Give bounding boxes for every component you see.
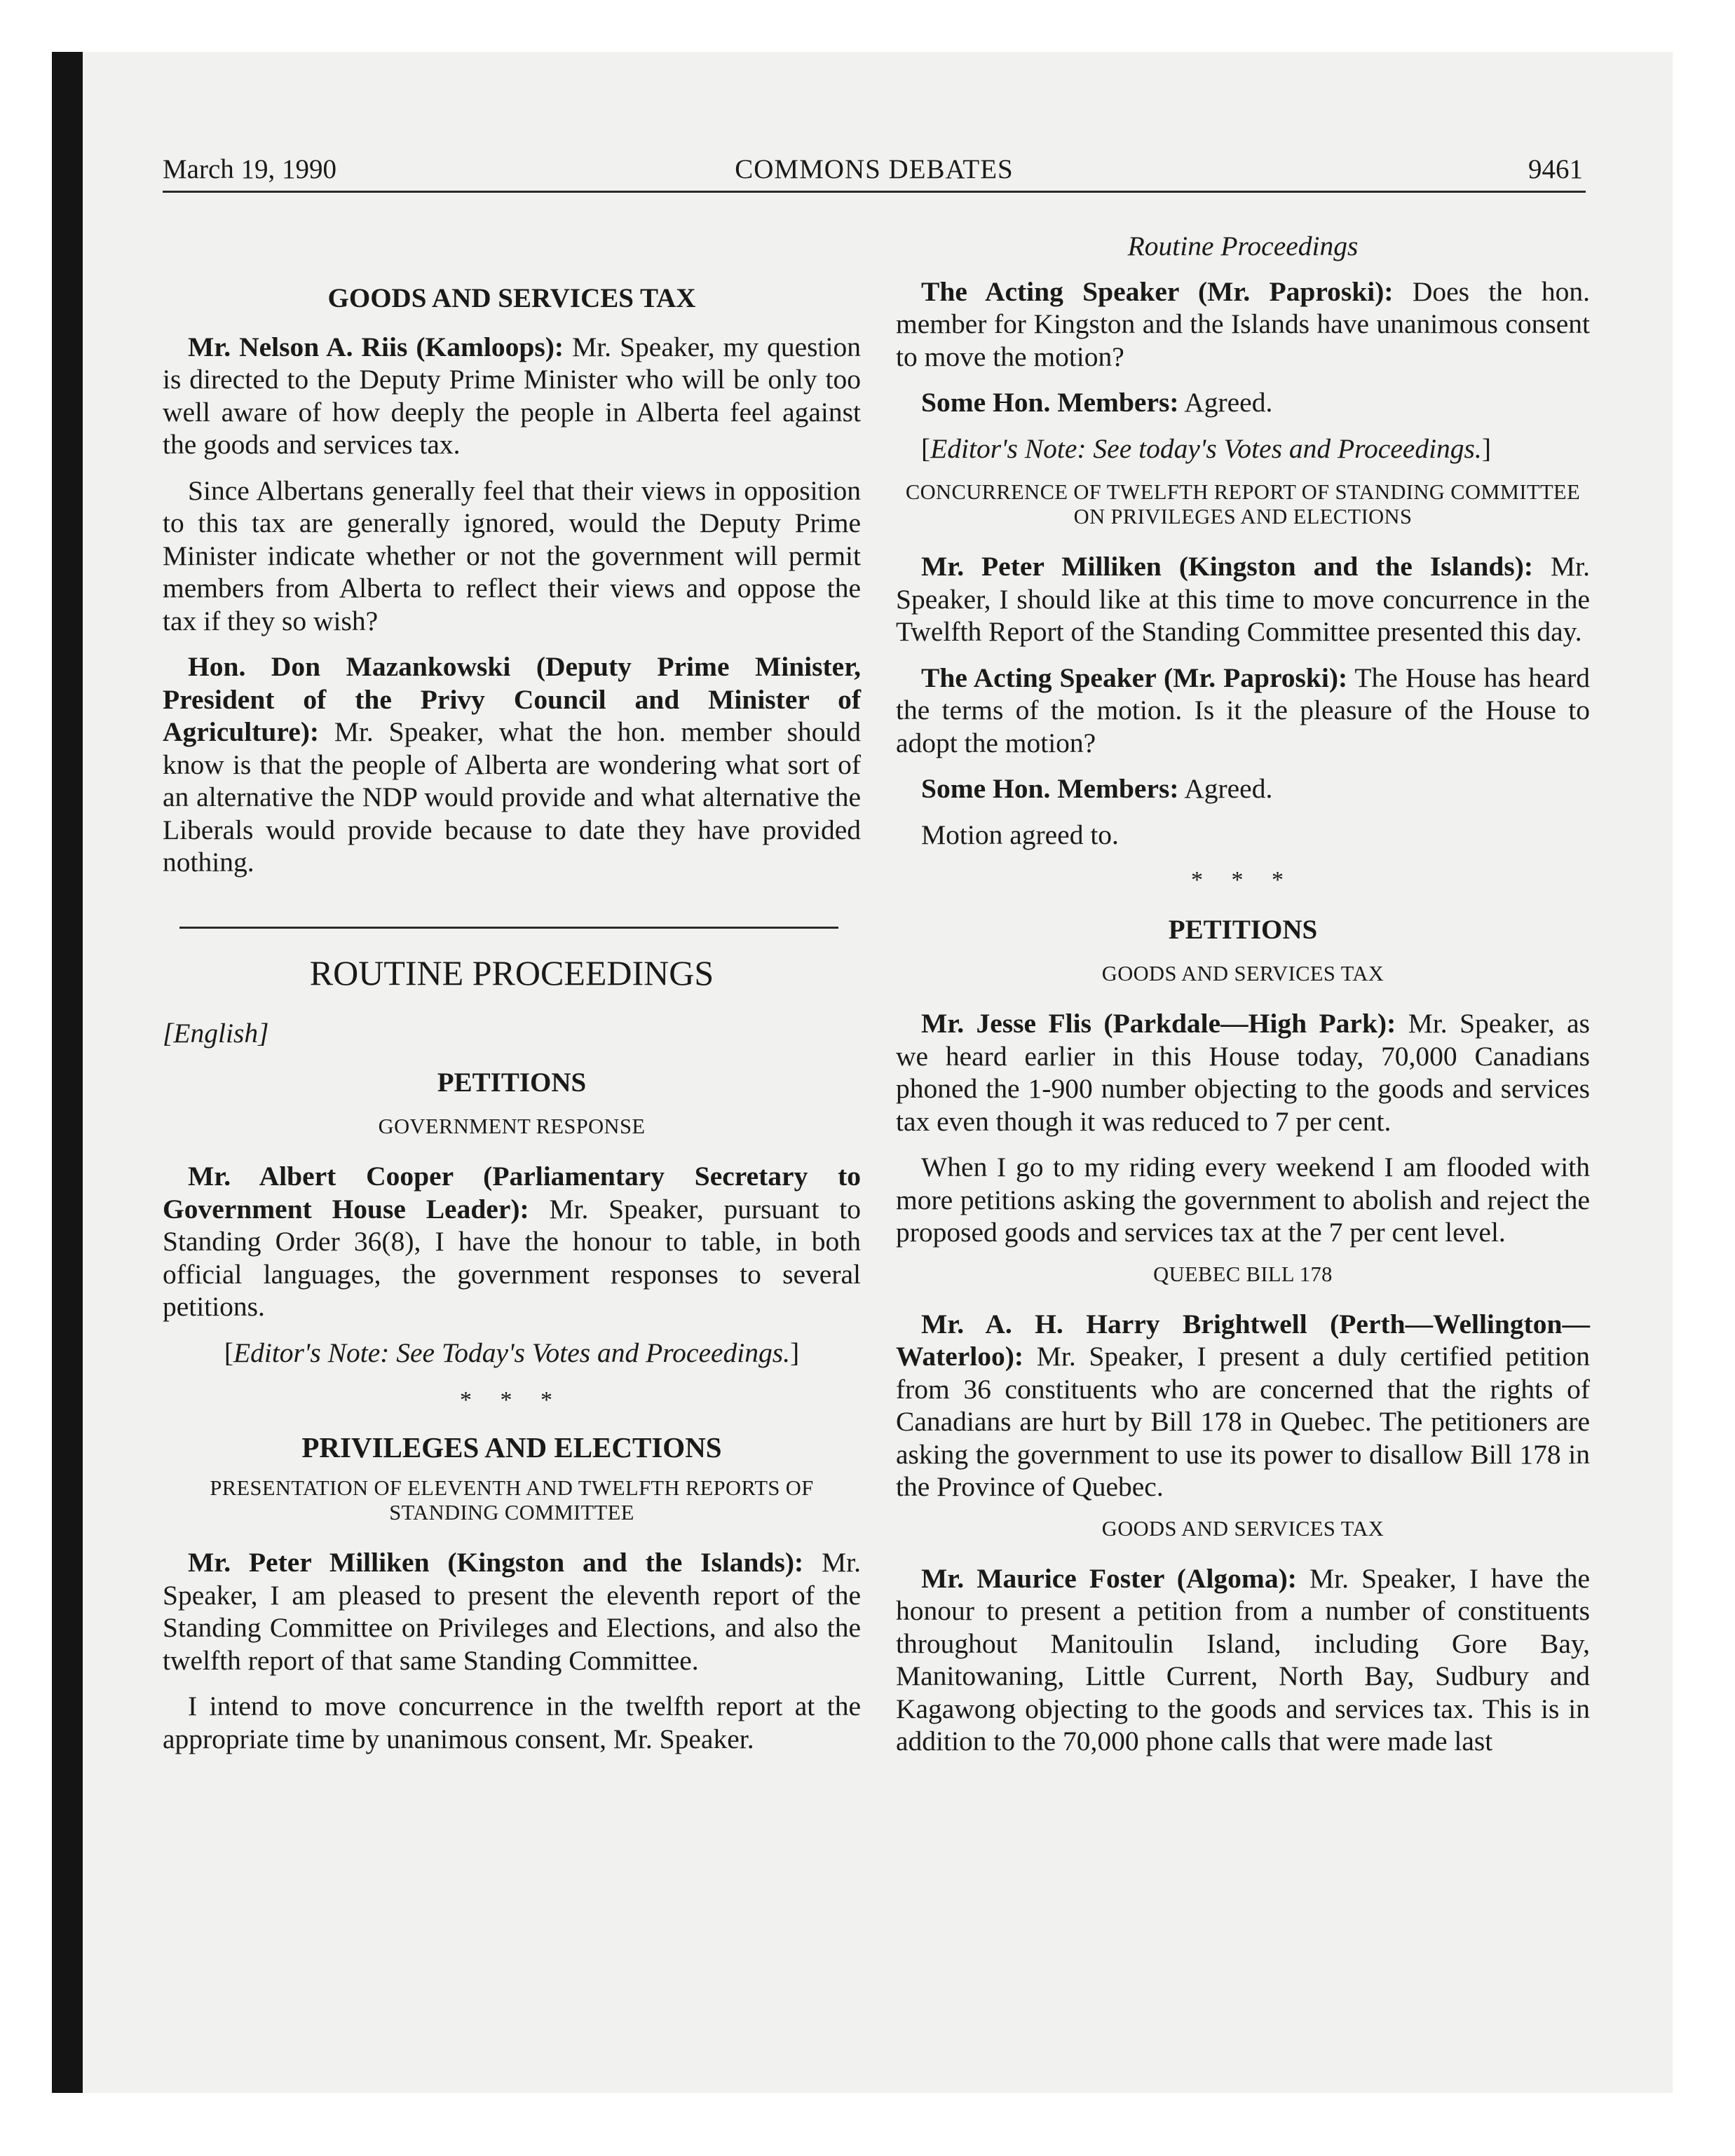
language-marker: [English] xyxy=(163,1018,269,1049)
paragraph-members-agreed-2 xyxy=(896,772,1590,805)
speaker-name: Mr. Albert Cooper (Parliamentary Secretary to Government House Leader): xyxy=(163,1161,861,1224)
paragraph-acting-speaker-2 xyxy=(896,662,1590,760)
speaker-name: The Acting Speaker (Mr. Paproski): xyxy=(921,275,1394,307)
heading-goods-services-tax: GOODS AND SERVICES TAX xyxy=(327,283,696,313)
speaker-name: Mr. Jesse Flis (Parkdale—High Park): xyxy=(921,1008,1396,1039)
speaker-name: Hon. Don Mazankowski (Deputy Prime Minister, President of the Privy Council and Minister of Agriculture): xyxy=(163,651,861,747)
left-column xyxy=(163,210,861,1768)
subheading-goods-services-tax-2: GOODS AND SERVICES TAX xyxy=(1101,1516,1384,1541)
header-title: COMMONS DEBATES xyxy=(735,154,1014,184)
subheading-presentation-reports: PRESENTATION OF ELEVENTH AND TWELFTH REPORTS OF STANDING COMMITTEE xyxy=(210,1476,814,1524)
paragraph-cooper xyxy=(163,1160,861,1323)
paragraph-flis-2: When I go to my riding every weekend I am flooded with more petitions asking the government to abolish and reject the proposed goods and services tax at the 7 per cent level. xyxy=(896,1152,1590,1248)
paragraph-motion-agreed: Motion agreed to. xyxy=(921,819,1119,850)
speaker-name: Mr. Peter Milliken (Kingston and the Islands): xyxy=(921,551,1534,582)
scan-binding-edge xyxy=(52,52,83,2093)
heading-petitions: PETITIONS xyxy=(1168,914,1318,945)
speech-text: Mr. Speaker, I should like at this time to move concurrence in the Twelfth Report of the Standing Committee presented this day. xyxy=(896,551,1590,647)
paragraph-brightwell xyxy=(896,1308,1590,1503)
right-column xyxy=(896,210,1590,1771)
speech-text: The House has heard the terms of the motion. Is it the pleasure of the House to adopt the motion? xyxy=(896,662,1590,758)
paragraph-milliken-motion xyxy=(896,550,1590,648)
paragraph-acting-speaker xyxy=(896,275,1590,374)
heading-privileges-elections: PRIVILEGES AND ELECTIONS xyxy=(301,1431,722,1464)
speaker-name: Mr. Peter Milliken (Kingston and the Islands): xyxy=(188,1547,804,1578)
speaker-name: Mr. Nelson A. Riis (Kamloops): xyxy=(188,331,564,362)
speech-text: Mr. Speaker, I present a duly certified petition from 36 constituents who are concerned that the rights of Canadians are hurt by Bill 178 in Quebec. The petitioners are asking the government to use its power to disallow Bill 178 in the Province of Quebec. xyxy=(896,1341,1590,1502)
paragraph-riis-2: Since Albertans generally feel that their views in opposition to this tax are generally ignored, would the Deputy Prime Minister indicate whether or not the government will permit members from Alberta to reflect their views and oppose the tax if they so wish? xyxy=(163,475,861,636)
header-page-number: 9461 xyxy=(1528,154,1583,184)
header-date: March 19, 1990 xyxy=(163,154,337,184)
paragraph-foster xyxy=(896,1562,1590,1758)
subheading-government-response: GOVERNMENT RESPONSE xyxy=(378,1114,646,1138)
paragraph-milliken xyxy=(163,1546,861,1677)
section-stars: * * * xyxy=(460,1387,564,1413)
speaker-name: Mr. Maurice Foster (Algoma): xyxy=(921,1562,1297,1594)
speech-text: Agreed. xyxy=(1178,387,1273,418)
speaker-name: The Acting Speaker (Mr. Paproski): xyxy=(921,662,1348,693)
speech-text: Mr. Speaker, as we heard earlier in this House today, 70,000 Canadians phoned the 1-900 number objecting to the goods and services tax even though it was reduced to 7 per cent. xyxy=(896,1008,1590,1137)
section-stars: * * * xyxy=(1191,867,1295,893)
speaker-name: Mr. A. H. Harry Brightwell (Perth—Wellington—Waterloo): xyxy=(896,1308,1590,1372)
editors-note: [Editor's Note: See Today's Votes and Proceedings.] xyxy=(224,1337,800,1368)
paragraph-flis xyxy=(896,1007,1590,1138)
subheading-quebec-bill: QUEBEC BILL 178 xyxy=(1153,1262,1333,1286)
running-header xyxy=(163,146,1586,193)
subheading-concurrence: CONCURRENCE OF TWELFTH REPORT OF STANDING COMMITTEE ON PRIVILEGES AND ELECTIONS xyxy=(905,480,1581,528)
editors-note: [Editor's Note: See today's Votes and Proceedings.] xyxy=(921,432,1491,464)
paragraph-mazankowski xyxy=(163,650,861,879)
speech-text: Mr. Speaker, what the hon. member should know is that the people of Alberta are wondering what sort of an alternative the NDP would provide and what alternative the Liberals would provide because to date they have provided nothing. xyxy=(163,716,861,878)
speech-text: Mr. Speaker, pursuant to Standing Order 36(8), I have the honour to table, in both official languages, the government responses to several petitions. xyxy=(163,1193,861,1322)
speech-text: Agreed. xyxy=(1178,773,1273,804)
speech-text: Does the hon. member for Kingston and the Islands have unanimous consent to move the motion? xyxy=(896,275,1590,372)
speech-text: Mr. Speaker, I am pleased to present the eleventh report of the Standing Committee on Privileges and Elections, and also the twelfth report of that same Standing Committee. xyxy=(163,1547,861,1676)
speech-text: Mr. Speaker, my question is directed to the Deputy Prime Minister who will be only too well aware of how deeply the people in Alberta feel against the goods and services tax. xyxy=(163,331,861,460)
section-divider xyxy=(179,927,838,929)
section-running-title: Routine Proceedings xyxy=(1127,231,1359,261)
heading-routine-proceedings: ROUTINE PROCEEDINGS xyxy=(309,953,714,992)
paragraph-riis xyxy=(163,331,861,461)
paragraph-members-agreed xyxy=(896,386,1590,419)
heading-petitions: PETITIONS xyxy=(437,1067,587,1098)
speech-text: Mr. Speaker, I have the honour to present a petition from a number of constituents throughout Manitoulin Island, including Gore Bay, Manitowaning, Little Current, North Bay, Sudbury and Kagawong objecting to the goods and services tax. This is in addition to the 70,000 phone calls that were made last xyxy=(896,1562,1590,1756)
speaker-name: Some Hon. Members: xyxy=(921,387,1179,418)
speaker-name: Some Hon. Members: xyxy=(921,773,1179,804)
paragraph-milliken-2: I intend to move concurrence in the twelfth report at the appropriate time by unanimous consent, Mr. Speaker. xyxy=(163,1691,861,1754)
subheading-goods-services-tax: GOODS AND SERVICES TAX xyxy=(1101,962,1384,985)
